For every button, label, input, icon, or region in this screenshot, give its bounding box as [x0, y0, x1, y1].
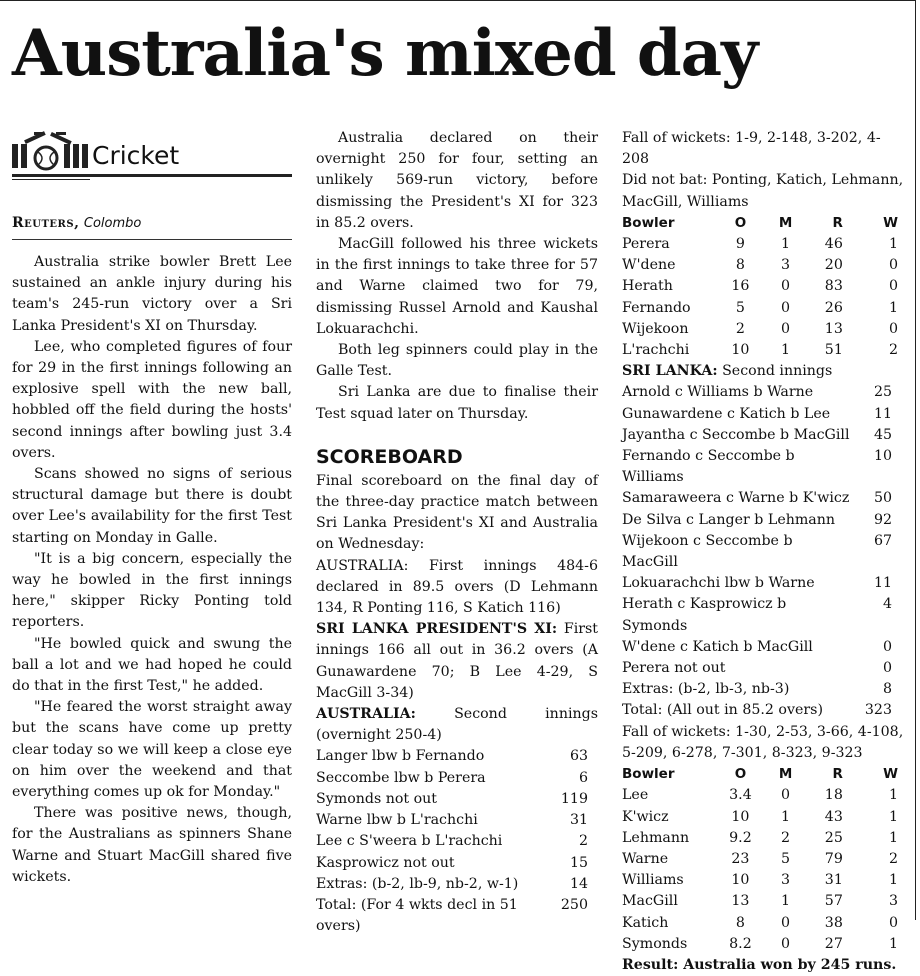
- section-rule-thin: [12, 179, 90, 180]
- story-paragraph: Scans showed no signs of serious structural damage but there is doubt over Lee's availability for the first Test starting on Monday in Galle.: [12, 466, 292, 546]
- bowling-figure: 2: [888, 850, 898, 867]
- batting-row: [316, 874, 598, 895]
- batsman-dismissal: Lee c S'weera b L'rachchi: [316, 833, 503, 850]
- batting-row: [622, 404, 904, 425]
- bowling-row: [622, 785, 904, 806]
- batsman-dismissal: Extras: (b-2, lb-9, nb-2, w-1): [316, 875, 519, 892]
- bowling-figure: 8.2: [729, 935, 752, 952]
- batsman-runs: 63: [569, 748, 588, 765]
- bowling-figure: 10: [731, 808, 750, 825]
- batsman-dismissal: Kasprowicz not out: [316, 854, 455, 871]
- bowling-column-header: O: [734, 766, 747, 783]
- bowler-name: Lee: [622, 787, 649, 804]
- batsman-runs: 4: [882, 596, 892, 613]
- batting-row: [622, 594, 904, 636]
- section-rule: [12, 174, 292, 177]
- innings-label: SRI LANKA:: [622, 363, 718, 380]
- batsman-runs: 50: [873, 490, 892, 507]
- section-label: Cricket: [92, 141, 180, 170]
- bowler-name: Lehmann: [622, 829, 690, 846]
- batsman-runs: 2: [578, 833, 588, 850]
- bowling-figure: 0: [781, 278, 791, 295]
- batsman-runs: 119: [560, 790, 588, 807]
- story-paragraph: "He bowled quick and swung the ball a lot and we had hoped he could do that in the first Test," he added.: [12, 635, 292, 695]
- bowling-figure: 31: [824, 872, 843, 889]
- batting-row: [622, 531, 904, 573]
- story-column-3: [622, 128, 904, 976]
- bowling-row: [622, 934, 904, 955]
- batting-row: [622, 573, 904, 594]
- story-paragraph: "It is a big concern, especially the way he bowled in the first innings here," skipper Ricky Ponting told reporters.: [12, 550, 292, 631]
- match-result: Result: Australia won by 245 runs.: [622, 956, 897, 973]
- batting-row: [316, 853, 598, 874]
- batting-row: [316, 895, 598, 937]
- batsman-dismissal: Symonds not out: [316, 790, 438, 807]
- bowling-figure: 10: [731, 342, 750, 359]
- bowling-figure: 27: [824, 935, 843, 952]
- story-paragraph: "He feared the worst straight away but the scans have come up pretty clear today so we will keep a close eye on him over the weekend and that everything comes up ok for Monday.": [12, 699, 292, 801]
- bowling-figure: 10: [731, 872, 750, 889]
- batting-row: [622, 700, 904, 721]
- bowling-figure: 0: [781, 320, 791, 337]
- batting-row: [316, 746, 598, 767]
- bowling-row: [622, 255, 904, 276]
- australia-fall-of-wickets: Fall of wickets: 1-9, 2-148, 3-202, 4-208: [622, 130, 881, 168]
- story-paragraph: Both leg spinners could play in the Galle Test.: [316, 342, 598, 380]
- bowling-figure: 2: [781, 829, 791, 846]
- bowling-figure: 0: [781, 914, 791, 931]
- cricket-stumps-ball-icon: [12, 130, 90, 174]
- bowling-figure: 1: [781, 342, 791, 359]
- bowling-column-header: Bowler: [622, 214, 675, 231]
- bowling-figure: 9: [735, 236, 745, 253]
- bowling-figure: 2: [735, 320, 745, 337]
- batsman-dismissal: Perera not out: [622, 660, 726, 677]
- bowling-figure: 46: [824, 236, 843, 253]
- story-column-1: [12, 128, 292, 888]
- sri-lanka-batting-card: [622, 382, 904, 721]
- batsman-runs: 67: [873, 532, 892, 549]
- batsman-dismissal: Extras: (b-2, lb-3, nb-3): [622, 681, 790, 698]
- batsman-dismissal: Herath c Kasprowicz b Symonds: [622, 596, 787, 634]
- innings-label: AUSTRALIA:: [316, 706, 416, 723]
- bowling-figure: 0: [781, 299, 791, 316]
- bowling-header-row: [622, 764, 904, 785]
- bowler-name: K'wicz: [622, 808, 669, 825]
- innings-label: SRI LANKA PRESIDENT'S XI:: [316, 621, 558, 638]
- australia-batting-card: [316, 746, 598, 937]
- bowling-figure: 25: [824, 829, 843, 846]
- scoreboard-heading: SCOREBOARD: [316, 445, 463, 468]
- batsman-runs: 15: [569, 854, 588, 871]
- byline-rule: [12, 239, 292, 240]
- batsman-runs: 8: [882, 681, 892, 698]
- sri-lanka-bowling-table: [622, 213, 904, 361]
- bowler-name: Herath: [622, 278, 673, 295]
- batsman-dismissal: Total: (All out in 85.2 overs): [622, 702, 823, 719]
- bowler-name: W'dene: [622, 257, 676, 274]
- batting-row: [316, 789, 598, 810]
- bowling-figure: 23: [731, 850, 750, 867]
- batsman-dismissal: De Silva c Langer b Lehmann: [622, 511, 836, 528]
- bowling-row: [622, 913, 904, 934]
- batsman-dismissal: W'dene c Katich b MacGill: [622, 638, 813, 655]
- batting-row: [316, 831, 598, 852]
- bowling-figure: 5: [735, 299, 745, 316]
- top-border: [0, 0, 916, 1]
- story-paragraph: Australia declared on their overnight 250 for four, setting an unlikely 569-run victory, before dismissing the President's XI for 323 in 85.2 overs.: [316, 130, 598, 231]
- batsman-runs: 31: [569, 812, 588, 829]
- story-column-2: [316, 128, 598, 937]
- innings-summary: Second innings (overnight 250-4): [316, 706, 598, 744]
- bowling-figure: 1: [888, 829, 898, 846]
- bowling-figure: 1: [888, 787, 898, 804]
- batting-row: [622, 382, 904, 403]
- bowling-figure: 8: [735, 257, 745, 274]
- bowling-figure: 3: [781, 257, 791, 274]
- bowling-figure: 1: [888, 935, 898, 952]
- bowler-name: Perera: [622, 236, 670, 253]
- bowling-figure: 1: [888, 236, 898, 253]
- bowling-column-header: W: [883, 214, 898, 231]
- australia-first-innings: AUSTRALIA: First innings 484-6 declared in 89.5 overs (D Lehmann 134, R Ponting 116, S Katich 116): [316, 557, 598, 617]
- bowling-figure: 3: [781, 872, 791, 889]
- bowling-row: [622, 298, 904, 319]
- bowler-name: Wijekoon: [622, 320, 689, 337]
- batting-row: [622, 510, 904, 531]
- batsman-runs: 10: [873, 448, 892, 465]
- batsman-dismissal: Gunawardene c Katich b Lee: [622, 405, 831, 422]
- bowling-figure: 1: [888, 808, 898, 825]
- bowling-column-header: W: [883, 766, 898, 783]
- bowling-row: [622, 807, 904, 828]
- sri-lanka-second-innings: [622, 361, 904, 382]
- bowling-figure: 0: [888, 278, 898, 295]
- bowler-name: Katich: [622, 914, 669, 931]
- batsman-dismissal: Jayantha c Seccombe b MacGill: [622, 426, 850, 443]
- bowling-header-row: [622, 213, 904, 234]
- bowling-figure: 5: [781, 850, 791, 867]
- bowling-figure: 13: [824, 320, 843, 337]
- batsman-dismissal: Samaraweera c Warne b K'wicz: [622, 490, 850, 507]
- story-paragraph: Australia strike bowler Brett Lee sustained an ankle injury during his team's 245-run victory over a Sri Lanka President's XI on Thursday.: [12, 254, 292, 334]
- sri-lanka-first-innings: [316, 619, 598, 704]
- batting-row: [622, 425, 904, 446]
- bowling-figure: 3: [888, 893, 898, 910]
- bowling-figure: 26: [824, 299, 843, 316]
- bowling-column-header: R: [832, 214, 843, 231]
- bowling-figure: 43: [824, 808, 843, 825]
- batting-row: [622, 637, 904, 658]
- bowling-column-header: Bowler: [622, 766, 675, 783]
- batsman-runs: 14: [569, 875, 588, 892]
- byline-agency: Reuters,: [12, 215, 80, 231]
- bowling-figure: 3.4: [729, 787, 752, 804]
- batsman-dismissal: Fernando c Seccombe b Williams: [622, 448, 795, 486]
- bowling-row: [622, 340, 904, 361]
- batting-row: [622, 446, 904, 488]
- bowler-name: Fernando: [622, 299, 691, 316]
- bowling-figure: 51: [824, 342, 843, 359]
- bowling-figure: 1: [888, 299, 898, 316]
- batsman-dismissal: Wijekoon c Seccombe b MacGill: [622, 532, 793, 571]
- story-paragraph: MacGill followed his three wickets in the first innings to take three for 57 and Warne claimed two for 79, dismissing Russel Arnold and Kaushal Lokuarachchi.: [316, 236, 598, 337]
- bowling-row: [622, 891, 904, 912]
- scoreboard-intro: Final scoreboard on the final day of the three-day practice match between Sri Lanka President's XI and Australia on Wednesday:: [316, 472, 598, 553]
- innings-summary: Second innings: [717, 363, 833, 380]
- bowling-column-header: M: [778, 766, 793, 783]
- bowling-figure: 8: [735, 914, 745, 931]
- bowling-figure: 16: [731, 278, 750, 295]
- bowler-name: Warne: [622, 850, 669, 867]
- bowling-figure: 1: [781, 808, 791, 825]
- bowling-row: [622, 870, 904, 891]
- batsman-dismissal: Warne lbw b L'rachchi: [316, 812, 478, 829]
- bowling-figure: 0: [888, 320, 898, 337]
- headline: Australia's mixed day: [12, 16, 758, 91]
- bowling-column-header: R: [832, 766, 843, 783]
- bowling-column-header: M: [778, 214, 793, 231]
- bowling-row: [622, 849, 904, 870]
- australia-bowling-table: [622, 764, 904, 955]
- story-paragraph: Lee, who completed figures of four for 29 in the first innings following an explosive spell with the new ball, hobbled off the field during the hosts' second innings after bowling just 3.4 overs.: [12, 338, 292, 461]
- bowling-figure: 83: [824, 278, 843, 295]
- story-paragraph: There was positive news, though, for the Australians as spinners Shane Warne and Stuart MacGill shared five wickets.: [12, 805, 292, 885]
- bowling-figure: 1: [781, 236, 791, 253]
- bowling-figure: 79: [824, 850, 843, 867]
- batting-row: [622, 658, 904, 679]
- batsman-dismissal: Seccombe lbw b Perera: [316, 769, 486, 786]
- batsman-runs: 25: [873, 384, 892, 401]
- batting-row: [622, 488, 904, 509]
- bowling-figure: 38: [824, 914, 843, 931]
- batsman-runs: 250: [560, 896, 588, 913]
- batsman-runs: 11: [873, 575, 892, 592]
- bowling-figure: 1: [888, 872, 898, 889]
- right-border: [915, 0, 916, 920]
- bowling-row: [622, 828, 904, 849]
- batting-row: [316, 810, 598, 831]
- bowling-figure: 1: [781, 893, 791, 910]
- batsman-runs: 323: [864, 702, 892, 719]
- bowling-column-header: O: [734, 214, 747, 231]
- bowling-figure: 57: [824, 893, 843, 910]
- bowling-figure: 18: [824, 787, 843, 804]
- bowler-name: Symonds: [622, 935, 688, 952]
- bowler-name: L'rachchi: [622, 342, 690, 359]
- batsman-runs: 11: [873, 405, 892, 422]
- bowling-row: [622, 319, 904, 340]
- batsman-dismissal: Total: (For 4 wkts decl in 51 overs): [316, 896, 518, 935]
- australia-second-innings: [316, 704, 598, 746]
- bowling-figure: 9.2: [729, 829, 752, 846]
- bowling-figure: 0: [888, 914, 898, 931]
- byline-place: Colombo: [83, 216, 142, 231]
- story-paragraph: Sri Lanka are due to finalise their Test squad later on Thursday.: [316, 384, 598, 422]
- sri-lanka-fall-of-wickets: Fall of wickets: 1-30, 2-53, 3-66, 4-108, 5-209, 6-278, 7-301, 8-323, 9-323: [622, 723, 904, 761]
- innings-summary: First innings 166 all out in 36.2 overs (A Gunawardene 70; B Lee 4-29, S MacGill 3-34): [316, 621, 598, 701]
- batsman-runs: 0: [882, 660, 892, 677]
- batsman-dismissal: Arnold c Williams b Warne: [622, 384, 814, 401]
- bowling-figure: 0: [781, 935, 791, 952]
- batsman-dismissal: Lokuarachchi lbw b Warne: [622, 575, 815, 592]
- batting-row: [622, 679, 904, 700]
- bowling-row: [622, 276, 904, 297]
- bowler-name: MacGill: [622, 893, 678, 910]
- bowling-figure: 2: [888, 342, 898, 359]
- batsman-runs: 92: [873, 511, 892, 528]
- australia-did-not-bat: Did not bat: Ponting, Katich, Lehmann, MacGill, Williams: [622, 172, 904, 210]
- bowling-figure: 20: [824, 257, 843, 274]
- bowling-row: [622, 234, 904, 255]
- batsman-runs: 0: [882, 638, 892, 655]
- bowler-name: Williams: [622, 872, 684, 889]
- batsman-dismissal: Langer lbw b Fernando: [316, 748, 485, 765]
- bowling-figure: 0: [888, 257, 898, 274]
- batting-row: [316, 768, 598, 789]
- bowling-figure: 13: [731, 893, 750, 910]
- batsman-runs: 6: [578, 769, 588, 786]
- byline: [12, 214, 292, 233]
- bowling-figure: 0: [781, 787, 791, 804]
- section-logo: [12, 128, 292, 174]
- batsman-runs: 45: [873, 426, 892, 443]
